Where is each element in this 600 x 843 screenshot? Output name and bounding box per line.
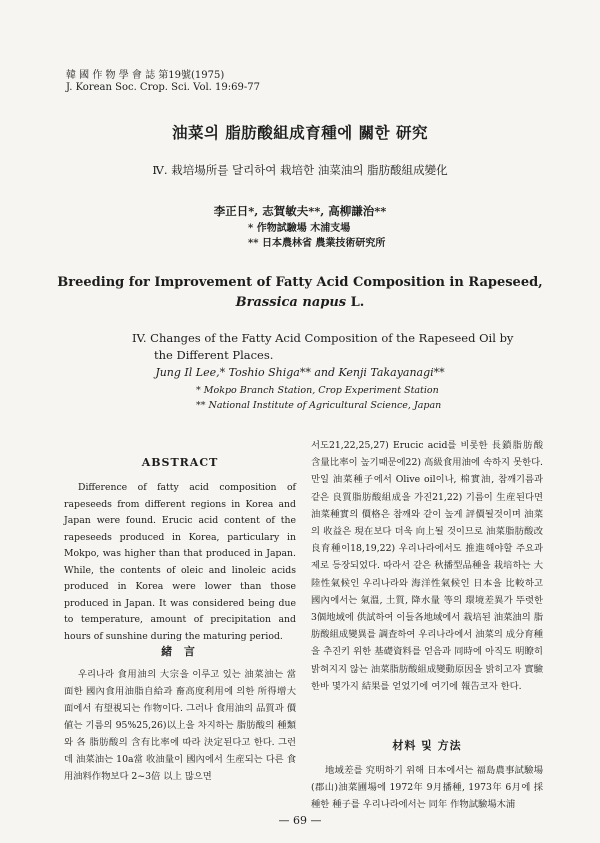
species-authority: L. [346, 295, 365, 310]
affiliation-en-2: ** National Institute of Agricultural Science, Japan [196, 400, 442, 411]
page-number: — 69 — [278, 814, 322, 827]
journal-name-ko: 韓 國 作 物 學 會 誌 第19號(1975) [66, 70, 225, 81]
intro-body [64, 666, 296, 785]
methods-heading: 材料 및 方法 [392, 739, 462, 752]
authors-ko: 李正日*, 志賀敏夫**, 高柳謙治** [213, 204, 387, 218]
abstract-text: Difference of fatty acid composition of rapeseeds from different regions in Korea and Japan were found. Erucic acid content of the rapeseeds produced in Korea, particulary in Mokpo, was higher than that produced in Japan. While, the contents of oleic and linoleic acids produced in Korea were lower than those produced in Japan. It was considered being due to temperature, amount of precipitation and hours of sunshine during the maturing period. [64, 482, 296, 642]
right-column-body [311, 437, 543, 695]
journal-header [66, 70, 260, 94]
title-en-line2 [0, 293, 600, 313]
right-column-text: 서도21,22,25,27) Erucic acid를 비롯한 長鎖脂肪酸 含量比率이 높기때문에22) 高級食用油에 속하지 못한다. 만일 油菜種子에서 Olive oil이나, 棉實油, 참깨기름과 같은 良質脂肪酸組成을 가진21,22) 기름이 生産된다면 油菜種實의 價格은 참깨와 같이 높게 評價될것이며 油菜의 收益은 現在보다 더욱 向上될 것이므로 油菜脂肪酸改良育種이18,19,22) 우리나라에서도 推進해야할 주요과제로 등장되었다. 따라서 같은 秋播型品種을 栽培하는 大陸性氣候인 우리나라와 海洋性氣候인 日本을 比較하고 國內에서는 氣溫, 土質, 降水量 等의 環境差異가 뚜렷한 3個地域에 供試하여 이들各地域에서 栽培된 油菜油의 脂肪酸組成變異를 調査하여 우리나라에서 油菜의 成分育種을 추진키 위한 基礎資料를 얻음과 同時에 아직도 明瞭히 밝혀지지 않는 油菜脂肪酸組成變動原因을 밝히고자 實驗한바 몇가지 結果를 얻었기에 여기에 報告코자 한다. [311, 440, 543, 692]
abstract-heading: ABSTRACT [141, 456, 219, 469]
affiliation-en-1: * Mokpo Branch Station, Crop Experiment Station [196, 385, 439, 396]
methods-text: 地域差를 究明하기 위해 日本에서는 福島農事試驗場(郡山)油菜圃場에 1972年 9月播種, 1973年 6月에 採種한 種子를 우리나라에서는 同年 作物試驗場木浦 [311, 765, 543, 810]
subtitle-en-line1: IV. Changes of the Fatty Acid Composition of the Rapeseed Oil by [132, 331, 514, 345]
affiliation-ko-2: ** 日本農林省 農業技術研究所 [248, 238, 386, 249]
paper-title-en [0, 273, 600, 313]
affiliation-ko-1: * 作物試驗場 木浦支場 [248, 223, 351, 234]
paper-title-ko: 油菜의 脂肪酸組成育種에 關한 研究 [171, 123, 429, 142]
title-en-line1: Breeding for Improvement of Fatty Acid Composition in Rapeseed, [57, 275, 543, 290]
paper-subtitle-ko: Ⅳ. 栽培場所를 달리하여 栽培한 油菜油의 脂肪酸組成變化 [152, 163, 448, 177]
authors-en: Jung Il Lee,* Toshio Shiga** and Kenji Takayanagi** [155, 366, 445, 379]
intro-heading: 緒 言 [161, 645, 199, 658]
journal-citation: J. Korean Soc. Crop. Sci. Vol. 19:69-77 [66, 82, 260, 93]
paper-subtitle-en [132, 330, 552, 364]
intro-text: 우리나라 食用油의 大宗을 이루고 있는 油菜油는 當面한 國內食用油脂自給과 畜高度利用에 의한 所得增大面에서 有望視되는 作物이다. 그러나 食用油의 品質과 價値는 기름의 95%25,26)以上을 차지하는 脂肪酸의 種類와 各 脂肪酸의 含有比率에 따라 決定된다고 한다. 그런데 油菜油는 10a當 收油量이 國內에서 生産되는 다른 食用油料作物보다 2~3倍 以上 많으면 [64, 669, 296, 782]
species-name: Brassica napus [235, 295, 347, 310]
methods-body [311, 762, 543, 813]
abstract-body [64, 480, 296, 645]
subtitle-en-line2: the Different Places. [154, 348, 274, 362]
